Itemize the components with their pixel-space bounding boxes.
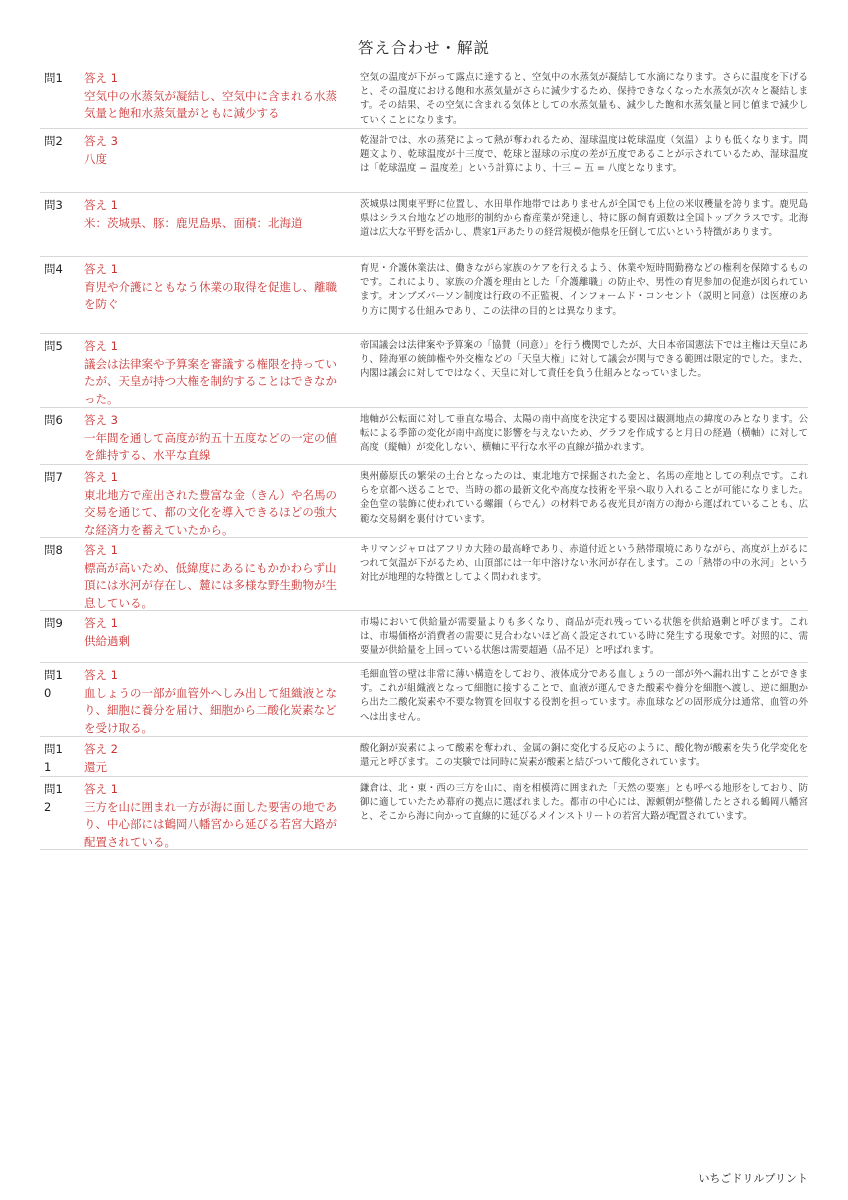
answer-text: 米：茨城県、豚：鹿児島県、面積：北海道 bbox=[84, 215, 303, 230]
answer-row-5 bbox=[40, 334, 808, 408]
answer-block bbox=[84, 667, 356, 735]
question-number: 問8 bbox=[44, 543, 63, 557]
answer-row-3 bbox=[40, 193, 808, 257]
answer-label: 答え 3 bbox=[84, 413, 118, 427]
explanation-text: 市場において供給量が需要量よりも多くなり、商品が売れ残っている状態を供給過剰と呼びます。これは、市場価格が消費者の需要に見合わないほど高く設定されている時に発生する現象です。対照的に、需要量が供給量を上回っている状態は需要超過（品不足）と呼ばれます。 bbox=[360, 617, 808, 657]
answer-row-8 bbox=[40, 538, 808, 611]
question-number: 問11 bbox=[44, 742, 63, 774]
page-title: 答え合わせ・解説 bbox=[357, 39, 490, 57]
question-number: 問9 bbox=[44, 616, 63, 630]
answer-block bbox=[84, 133, 356, 188]
question-number: 問1 bbox=[44, 71, 63, 85]
answer-block bbox=[84, 781, 356, 849]
explanation-text: 帝国議会は法律案や予算案の「協賛（同意）」を行う機関でしたが、大日本帝国憲法下では主権は天皇にあり、陸海軍の統帥権や外交権などの「天皇大権」に対して議会が関与できる範囲は限定的でした。また、内閣は議会に対してではなく、天皇に対して責任を負う仕組みとなっていました。 bbox=[360, 340, 808, 380]
answer-text: 八度 bbox=[84, 151, 107, 166]
answer-label: 答え 1 bbox=[84, 198, 118, 212]
explanation-text: 茨城県は関東平野に位置し、水田単作地帯ではありませんが全国でも上位の米収穫量を誇ります。鹿児島県はシラス台地などの地形的制約から畜産業が発達し、特に豚の飼育頭数は全国トップクラスです。北海道は広大な平野を活かし、農家1戸あたりの経営規模が他県を圧倒して広いという特徴があります。 bbox=[360, 199, 808, 239]
answer-block bbox=[84, 469, 356, 537]
answer-text: 三方を山に囲まれ一方が海に面した要害の地であり、中心部には鶴岡八幡宮から延びる若宮大路が配置されている。 bbox=[84, 799, 337, 849]
explanation-text: 育児・介護休業法は、働きながら家族のケアを行えるよう、休業や短時間勤務などの権利を保障するものです。これにより、家族の介護を理由とした「介護離職」の防止や、男性の育児参加の促進が図られています。オンブズパーソン制度は行政の不正監視、インフォームド・コンセント（説明と同意）は医療のあり方に関する仕組みであり、この法律の目的とは異なります。 bbox=[360, 263, 808, 317]
explanation-text: 酸化銅が炭素によって酸素を奪われ、金属の銅に変化する反応のように、酸化物が酸素を失う化学変化を還元と呼びます。この実験では同時に炭素が酸素と結びついて酸化されています。 bbox=[360, 743, 808, 769]
answer-row-2 bbox=[40, 129, 808, 193]
explanation-text: 鎌倉は、北・東・西の三方を山に、南を相模湾に囲まれた「天然の要塞」とも呼べる地形をしており、防御に適していたため幕府の拠点に選ばれました。都市の中心には、源頼朝が整備したとされる鶴岡八幡宮と、そこから海に向かって直線的に延びるメインストリートの若宮大路が配置されています。 bbox=[360, 783, 808, 823]
answer-row-7 bbox=[40, 465, 808, 538]
answer-text: 育児や介護にともなう休業の取得を促進し、離職を防ぐ bbox=[84, 279, 337, 311]
answer-text: 標高が高いため、低緯度にあるにもかかわらず山頂には氷河が存在し、麓には多様な野生動物が生息している。 bbox=[84, 560, 337, 610]
answer-block bbox=[84, 261, 356, 329]
answer-row-9 bbox=[40, 611, 808, 663]
question-number: 問12 bbox=[44, 782, 63, 814]
explanation-text: 乾湿計では、水の蒸発によって熱が奪われるため、湿球温度は乾球温度（気温）よりも低くなります。問題文より、乾球温度が十三度で、乾球と湿球の示度の差が五度であることが示されているため、湿球温度は「乾球温度 − 温度差」という計算により、十三 − 五 = 八度となります。 bbox=[360, 135, 808, 175]
question-number: 問5 bbox=[44, 339, 63, 353]
answer-block bbox=[84, 542, 356, 610]
answer-row-10 bbox=[40, 663, 808, 737]
answer-text: 還元 bbox=[84, 759, 107, 774]
answer-row-6 bbox=[40, 408, 808, 465]
answer-label: 答え 1 bbox=[84, 543, 118, 557]
answer-text: 議会は法律案や予算案を審議する権限を持っていたが、天皇が持つ大権を制約することはできなかった。 bbox=[84, 356, 337, 406]
answer-block bbox=[84, 197, 356, 252]
answer-text: 血しょうの一部が血管外へしみ出して組織液となり、細胞に養分を届け、細胞から二酸化炭素などを受け取る。 bbox=[84, 685, 337, 735]
answer-text: 空気中の水蒸気が凝結し、空気中に含まれる水蒸気量と飽和水蒸気量がともに減少する bbox=[84, 88, 337, 120]
answer-block bbox=[84, 615, 356, 658]
question-number: 問7 bbox=[44, 470, 63, 484]
answer-label: 答え 1 bbox=[84, 339, 118, 353]
answer-list bbox=[40, 66, 808, 850]
question-number: 問2 bbox=[44, 134, 63, 148]
explanation-text: 奥州藤原氏の繁栄の土台となったのは、東北地方で採掘された金と、名馬の産地としての利点です。これらを京都へ送ることで、当時の都の最新文化や高度な技術を平泉へ取り入れることが可能になりました。金色堂の装飾に使われている螺鈿（らでん）の材料である夜光貝が南方の海から運ばれていることも、広範な交易網を裏付けています。 bbox=[360, 471, 808, 525]
answer-row-11 bbox=[40, 737, 808, 777]
question-number: 問4 bbox=[44, 262, 63, 276]
answer-row-4 bbox=[40, 257, 808, 334]
answer-label: 答え 1 bbox=[84, 668, 118, 682]
answer-block bbox=[84, 338, 356, 406]
answer-row-12 bbox=[40, 777, 808, 850]
explanation-text: 地軸が公転面に対して垂直な場合、太陽の南中高度を決定する要因は観測地点の緯度のみとなります。公転による季節の変化が南中高度に影響を与えないため、グラフを作成すると月日の経過（横軸）に対して高度（縦軸）が変化しない、横軸に平行な水平の直線が描かれます。 bbox=[360, 414, 808, 454]
answer-label: 答え 3 bbox=[84, 134, 118, 148]
answer-row-1 bbox=[40, 66, 808, 129]
answer-text: 供給過剰 bbox=[84, 633, 130, 648]
explanation-text: 空気の温度が下がって露点に達すると、空気中の水蒸気が凝結して水滴になります。さらに温度を下げると、その温度における飽和水蒸気量がさらに減少するため、保持できなくなった水蒸気が次々と凝結します。その結果、その空気に含まれる気体としての水蒸気量も、減少した飽和水蒸気量と同じ値まで減少していくことになります。 bbox=[360, 72, 808, 126]
answer-block bbox=[84, 412, 356, 460]
answer-label: 答え 1 bbox=[84, 616, 118, 630]
question-number: 問10 bbox=[44, 668, 63, 700]
answer-label: 答え 1 bbox=[84, 262, 118, 276]
answer-text: 一年間を通して高度が約五十五度などの一定の値を維持する、水平な直線 bbox=[84, 430, 337, 462]
answer-label: 答え 1 bbox=[84, 71, 118, 85]
answer-label: 答え 2 bbox=[84, 742, 118, 756]
answer-block bbox=[84, 741, 356, 772]
answer-label: 答え 1 bbox=[84, 470, 118, 484]
answer-label: 答え 1 bbox=[84, 782, 118, 796]
footer-brand: いちごドリルプリント bbox=[698, 1172, 808, 1185]
question-number: 問6 bbox=[44, 413, 63, 427]
question-number: 問3 bbox=[44, 198, 63, 212]
answer-block bbox=[84, 70, 356, 124]
explanation-text: 毛細血管の壁は非常に薄い構造をしており、液体成分である血しょうの一部が外へ漏れ出すことができます。これが組織液となって細胞に接することで、血液が運んできた酸素や養分を細胞へ渡し、逆に細胞から出た二酸化炭素や不要な物質を回収する役割を担っています。赤血球などの固形成分は通常、血管の外へは出ません。 bbox=[360, 669, 808, 723]
answer-text: 東北地方で産出された豊富な金（きん）や名馬の交易を通じて、都の文化を導入できるほどの強大な経済力を蓄えていたから。 bbox=[84, 487, 337, 537]
explanation-text: キリマンジャロはアフリカ大陸の最高峰であり、赤道付近という熱帯環境にありながら、高度が上がるにつれて気温が下がるため、山頂部には一年中溶けない氷河が存在します。この「熱帯の中の氷河」という対比が地理的な特徴としてよく問われます。 bbox=[360, 544, 808, 584]
